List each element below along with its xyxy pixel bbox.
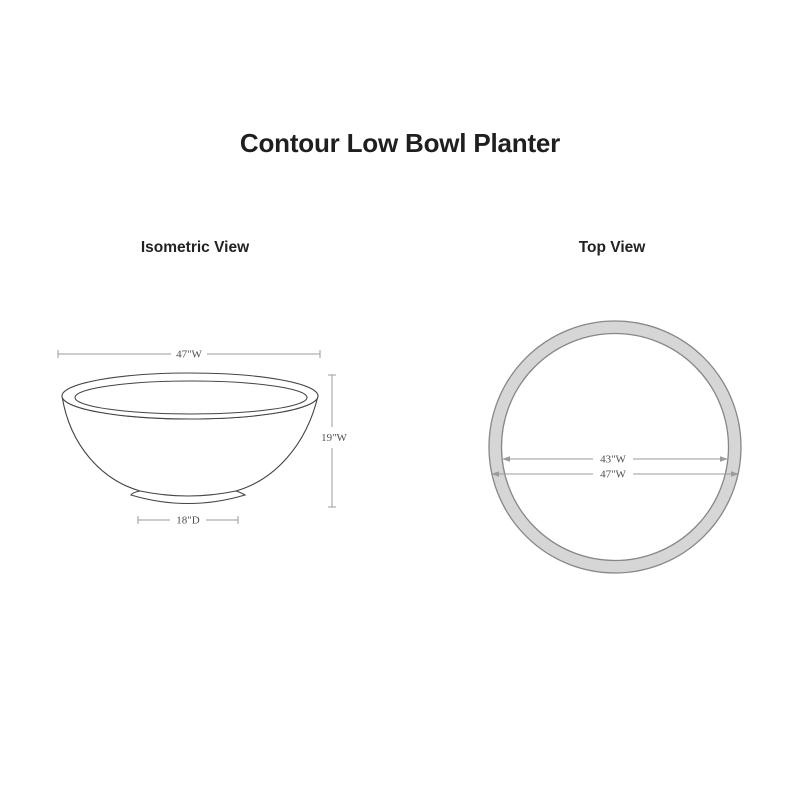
dim-height [321,375,347,507]
bowl-inner-rim-ellipse [75,381,307,414]
page-title: Contour Low Bowl Planter [239,128,561,158]
isometric-view-label: Isometric View [140,239,250,256]
dim-label-inner-diameter: 43"W [600,453,626,466]
dim-base-diameter [138,515,238,527]
top-view-drawing [489,321,741,573]
dim-top-width [58,349,320,361]
ring-inner-circle [502,334,729,561]
dim-label-base-diameter: 18"D [176,514,200,527]
dim-label-outer-diameter: 47"W [600,468,626,481]
top-view-label: Top View [578,239,646,256]
dim-label-top-width: 47"W [176,348,202,361]
isometric-view-drawing [58,349,348,527]
dim-label-height: 19"W [321,432,347,444]
